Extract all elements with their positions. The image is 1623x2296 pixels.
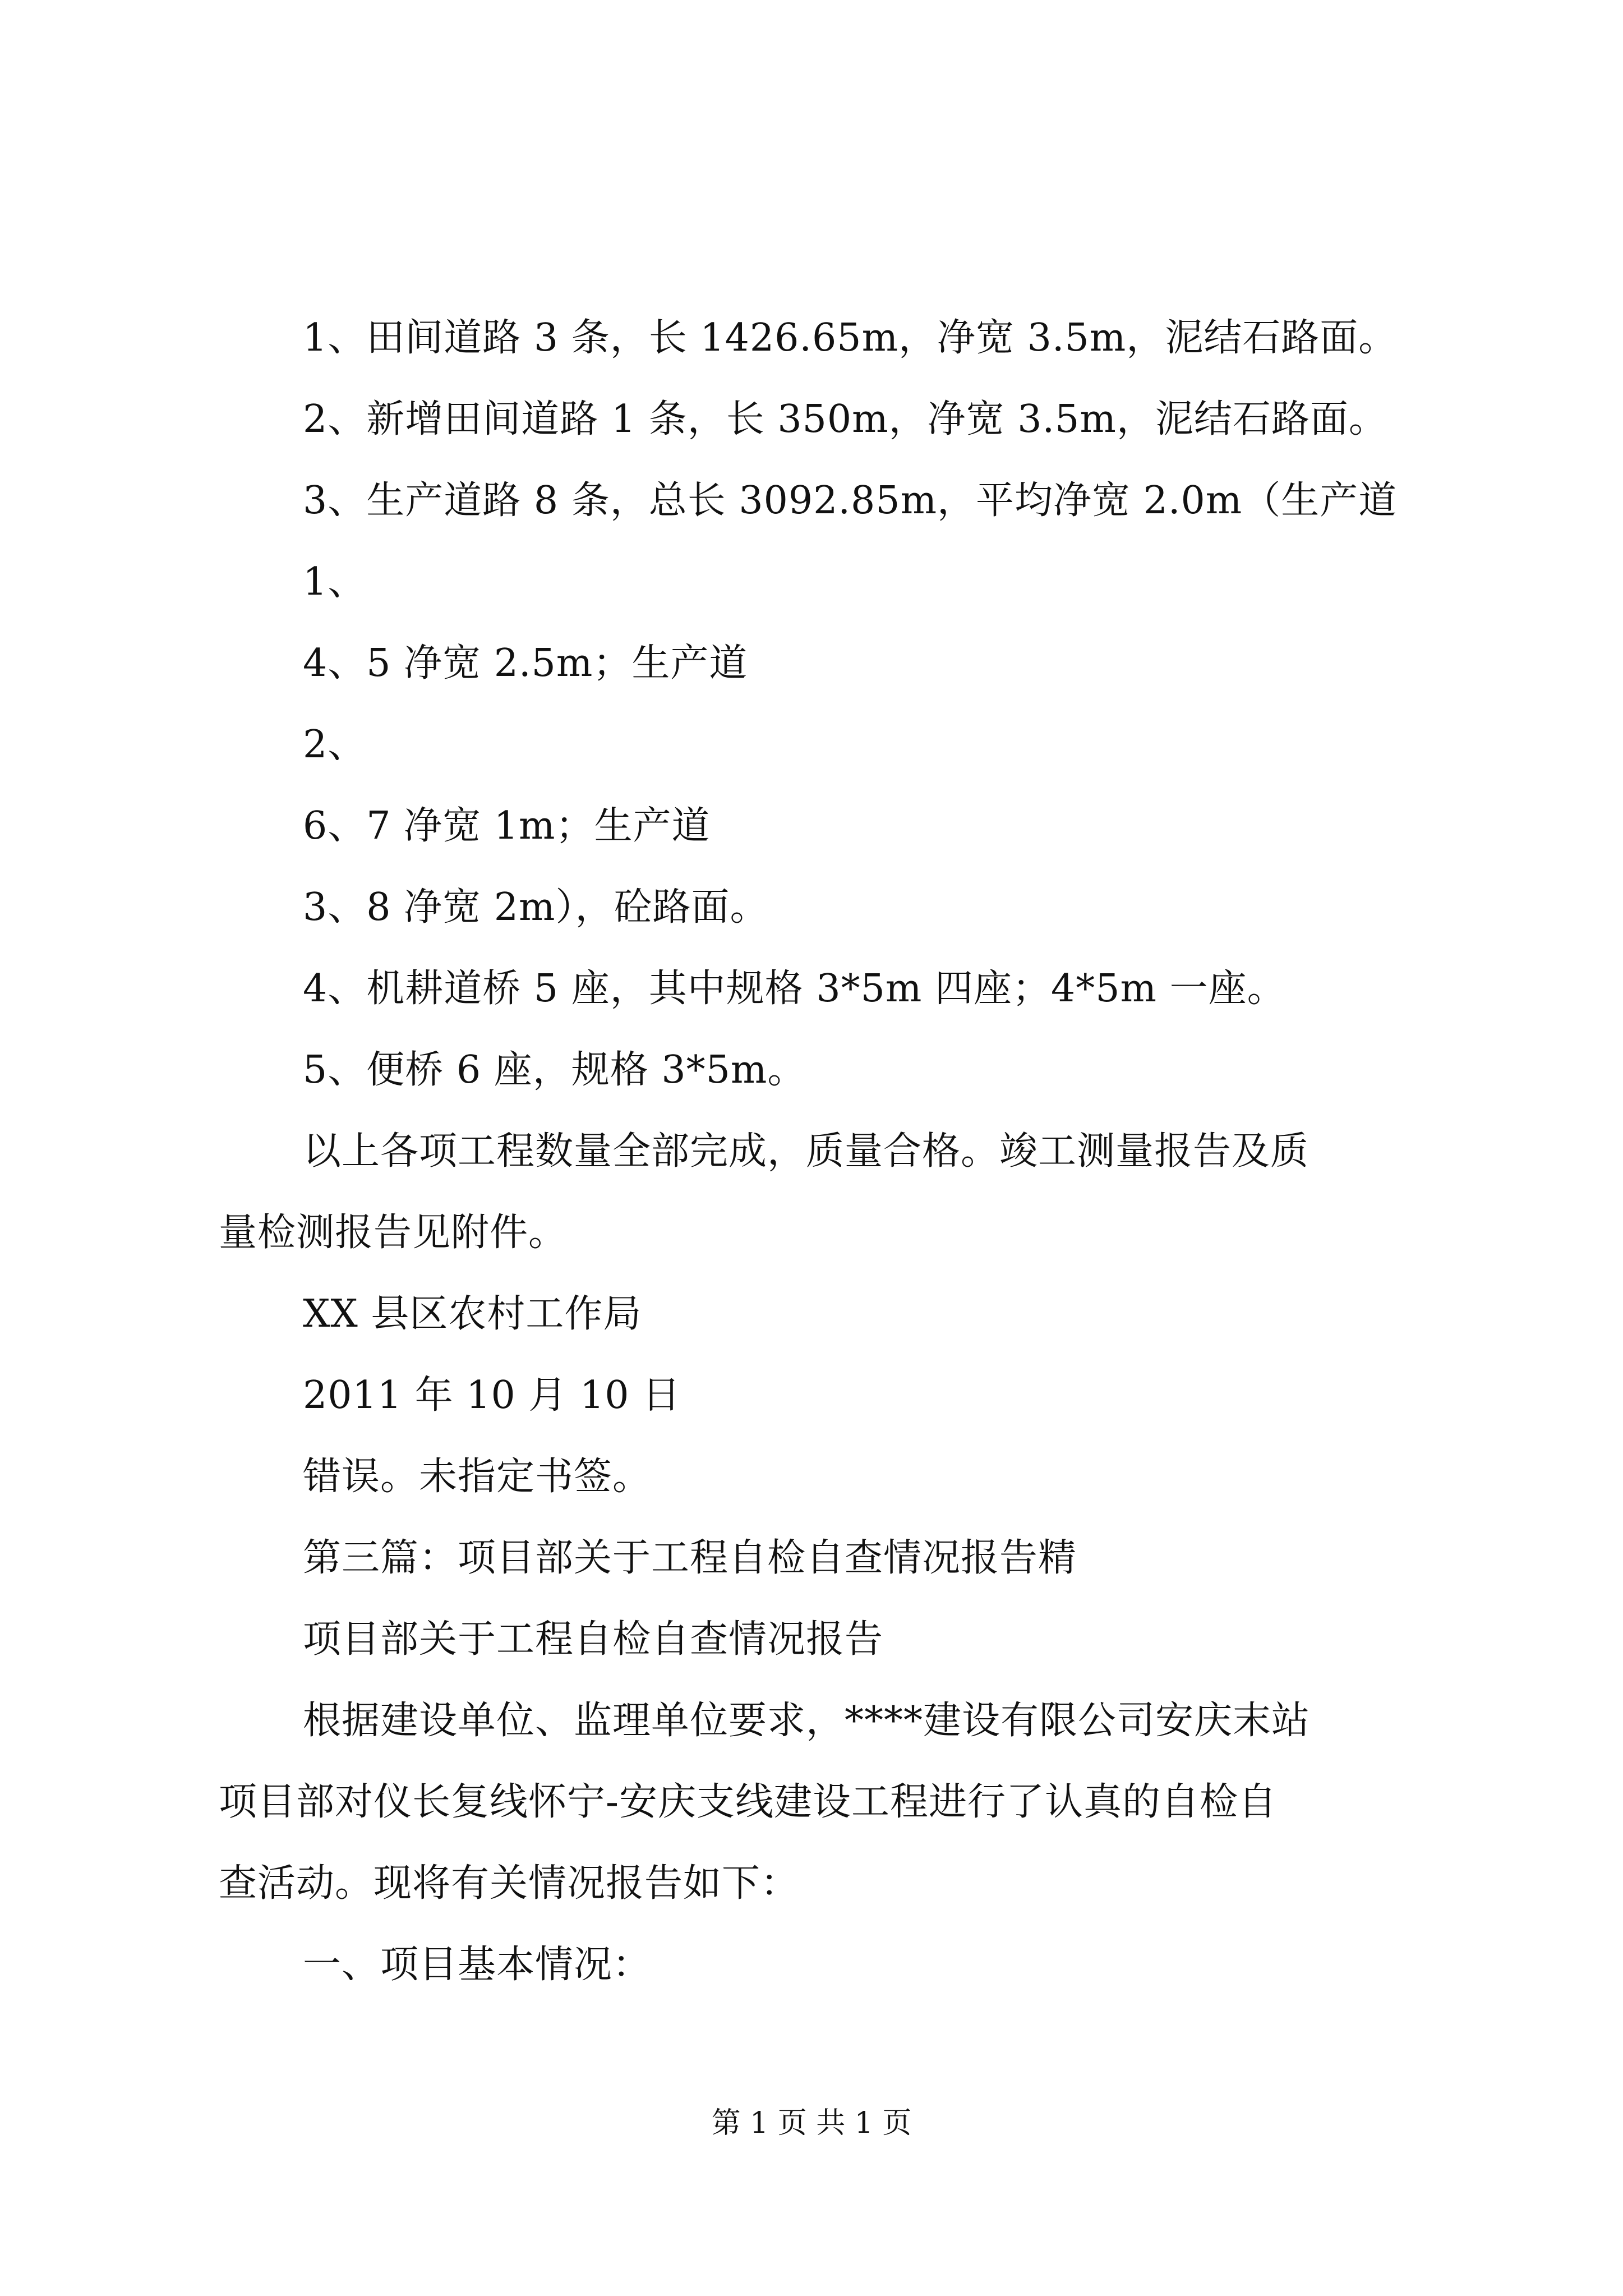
- line-temp-bridges: 5、便桥 6 座，规格 3*5m。: [303, 1048, 806, 1092]
- line-body-1: 根据建设单位、监理单位要求，****建设有限公司安庆末站: [303, 1699, 1311, 1743]
- line-fragment-1: 1、: [303, 560, 367, 604]
- line-summary-2: 量检测报告见附件。: [219, 1211, 568, 1255]
- line-report-title: 项目部关于工程自检自查情况报告: [303, 1617, 884, 1662]
- line-fragment-4: 6、7 净宽 1m；生产道: [303, 804, 711, 848]
- line-body-2: 项目部对仪长复线怀宁-安庆支线建设工程进行了认真的自检自: [219, 1780, 1277, 1824]
- line-bookmark-error: 错误。未指定书签。: [303, 1455, 652, 1499]
- line-body-3: 查活动。现将有关情况报告如下：: [219, 1861, 800, 1906]
- line-signatory: XX 县区农村工作局: [303, 1292, 642, 1336]
- line-section-heading: 第三篇：项目部关于工程自检自查情况报告精: [303, 1536, 1077, 1580]
- line-summary-1: 以上各项工程数量全部完成，质量合格。竣工测量报告及质: [303, 1129, 1310, 1174]
- line-fragment-5: 3、8 净宽 2m），砼路面。: [303, 885, 769, 930]
- line-fragment-2: 4、5 净宽 2.5m；生产道: [303, 641, 748, 685]
- line-fragment-3: 2、: [303, 723, 367, 767]
- page-footer: 第 1 页 共 1 页: [711, 2106, 912, 2140]
- line-road-1: 1、田间道路 3 条，长 1426.65m，净宽 3.5m，泥结石路面。: [303, 316, 1398, 360]
- line-date: 2011 年 10 月 10 日: [303, 1373, 681, 1418]
- line-bridges: 4、机耕道桥 5 座，其中规格 3*5m 四座；4*5m 一座。: [303, 967, 1286, 1011]
- line-road-3: 3、生产道路 8 条，总长 3092.85m，平均净宽 2.0m（生产道: [303, 478, 1398, 523]
- line-road-2: 2、新增田间道路 1 条，长 350m，净宽 3.5m，泥结石路面。: [303, 397, 1387, 441]
- line-subheading: 一、项目基本情况：: [303, 1943, 652, 1987]
